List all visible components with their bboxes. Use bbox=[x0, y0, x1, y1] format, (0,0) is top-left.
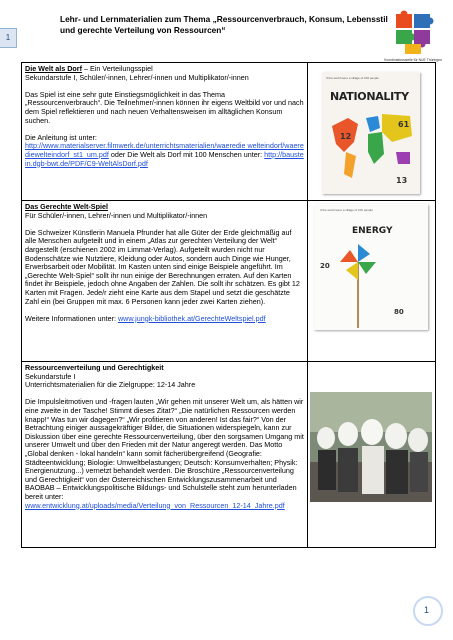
section-ressourcenverteilung bbox=[22, 362, 435, 547]
link-entwicklung[interactable]: www.entwicklung.at/uploads/media/Verteilung_von_Ressourcen_12-14_Jahre.pdf bbox=[25, 500, 285, 510]
page-number-tab: 1 bbox=[0, 28, 17, 48]
link-dgb[interactable]: http://baustein.dgb-bwt.de/PDF/C9-WeltAlsDorf.pdf bbox=[25, 149, 304, 168]
section-target-group: Unterrichtsmaterialien für die Zielgruppe: 12-14 Jahre bbox=[25, 380, 196, 390]
section-title: Das Gerechte Welt-Spiel bbox=[25, 202, 108, 211]
section-description: Die Impulsleitmotiven und -fragen lauten „Wir gehen mit unserer Welt um, als hätten wir eine zweite in der Tasche! Stimmt dieses Zitat?“ „Die natürlichen Ressourcen werden knapp!“ Was tun wir dagegen?“ „Wir profitieren von anderen! Ist das fair?“ Von der Betrachtung einiger aussagekräftiger Bilder, die Situationen widerspiegeln, kann zur Diskussion über eine gerechte Ressourcenverteilung, über den sorgsamen Umgang mit unserer Umwelt und über den Frieden mit der Natur angeregt werden. Das Motto „Global denken - lokal handeln“ kann somit fächerübergreifend (Geografie: Städteentwicklung; Biologie: Umweltbelastungen; Deutsch: Konsumverhalten; Physik: Energienutzung...) vernetzt behandelt werden. Die Broschüre „Ressourcenverteilung und Gerechtigkeit“ von der Österreichischen Entwicklungszusammenarbeit und BAOBAB – Entwicklungspolitische Bildungs- und Schulstelle steht zum herunterladen bereit unter: bbox=[25, 397, 304, 501]
poster-caption: If the world were a village of 100 people bbox=[320, 208, 373, 212]
poster-number: 20 bbox=[320, 262, 330, 270]
pinwheel-icon bbox=[338, 242, 378, 328]
link-filmwerk[interactable]: http://www.materialserver.filmwerk.de/unterrichtsmaterialien/waeredie welteindorf/waerediewelteindorf_st1_um.pdf bbox=[25, 141, 304, 159]
section-title: Ressourcenverteilung und Gerechtigkeit bbox=[25, 363, 164, 372]
poster-title: ENERGY bbox=[352, 226, 393, 236]
section-description: Die Schweizer Künstlerin Manuela Pfrunder hat alle Güter der Erde gleichmäßig auf alle Menschen aufgeteilt und in einem „Atlas zur gerechten Verteilung der Welt“ dargestellt (erschienen 2002 im Limmat-Verlag). Aufgeteilt wurden nicht nur Bodenschätze wie Nutztiere, Kleidung oder Autos, sondern auch Dinge wie Hunger, Erwerbsarbeit oder Mobilität. Im Kasten unten sind einige Beispiele angeführt. Im „Gerechte Welt-Spiel“ sollt ihr nun einige der Berechnungen erraten. Auf den Karten findet ihr Beispiele, jedoch ohne Angaben der Zahlen. Die sollt ihr schätzen. Es gibt 12 Karten mit Fragen. Jede/r zieht eine Karte aus dem Stapel und setzt die geschätzte Zahl ein (bei Gruppen mit max. 6 Personen kann jeder zwei Karten ziehen). bbox=[25, 227, 300, 306]
poster-nationality-image bbox=[307, 63, 435, 200]
section-description: Das Spiel ist eine sehr gute Einstiegsmöglichkeit in das Thema „Ressourcenverbrauch“. Die Teilnehmer/-innen können ihr eigens Weltbild vor und nach dem Spiel reflektieren und nach neuen Verhaltensweisen im alltäglichen Konsum suchen. bbox=[25, 89, 304, 125]
link-connector-text: oder Die Welt als Dorf mit 100 Menschen unter: bbox=[108, 149, 265, 159]
poster-number: 13 bbox=[396, 176, 408, 185]
materials-table bbox=[21, 62, 436, 548]
poster-number: 61 bbox=[398, 120, 410, 129]
logo-caption: Koordinationsstelle für NUE Thüringen bbox=[384, 58, 442, 62]
poster-title: NATIONALITY bbox=[330, 90, 409, 103]
section-welt-als-dorf bbox=[22, 63, 435, 201]
title-line-1: Lehr- und Lernmaterialien zum Thema „Ressourcenverbrauch, Konsum, Lebensstil bbox=[60, 14, 388, 24]
section-title: Die Welt als Dorf bbox=[25, 64, 82, 73]
masked-people-photo bbox=[307, 362, 435, 547]
poster-energy-image bbox=[307, 201, 435, 361]
title-line-2: und gerechte Verteilung von Ressourcen“ bbox=[60, 24, 226, 35]
section-subtitle: – Ein Verteilungsspiel bbox=[81, 64, 153, 73]
section-audience: Sekundarstufe I, Schüler/-innen, Lehrer/-innen und Multiplikator/-innen bbox=[25, 72, 249, 82]
document-title bbox=[60, 14, 390, 35]
section-audience: Sekundarstufe I bbox=[25, 371, 76, 381]
more-info-label: Weitere Informationen unter: bbox=[25, 313, 118, 323]
instructions-label: Die Anleitung ist unter: bbox=[25, 132, 97, 142]
page-number-footer: 1 bbox=[424, 605, 430, 615]
poster-caption: If the world were a village of 100 people bbox=[326, 76, 379, 80]
link-jungk-bibliothek[interactable]: www.jungk-bibliothek.at/GerechteWeltspiel.pdf bbox=[117, 313, 266, 323]
poster-number: 80 bbox=[394, 308, 404, 316]
puzzle-logo-icon bbox=[386, 10, 442, 62]
section-gerechte-welt-spiel bbox=[22, 201, 435, 362]
poster-number: 12 bbox=[340, 132, 352, 141]
section-audience: Für Schüler/-innen, Lehrer/-innen und Multiplikator/-innen bbox=[25, 210, 208, 220]
